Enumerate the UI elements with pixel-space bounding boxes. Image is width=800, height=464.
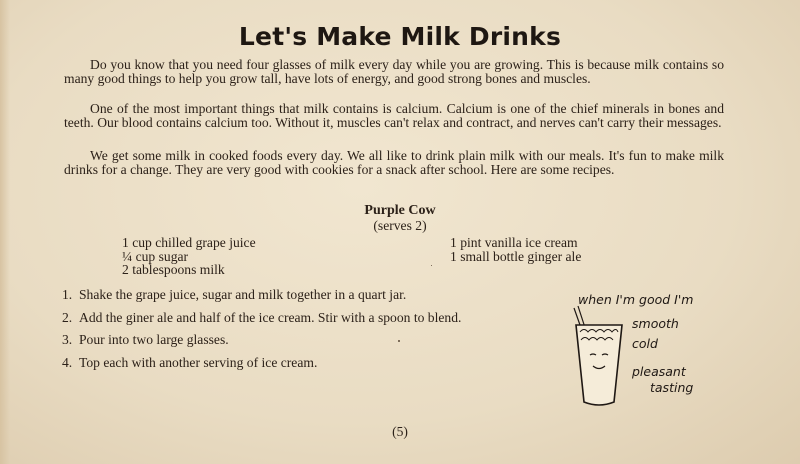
recipe-step xyxy=(62,356,562,370)
step-number: 1. xyxy=(62,287,73,302)
ingredients-left-column xyxy=(122,236,256,277)
intro-paragraph-3: We get some milk in cooked foods every day. We all like to drink plain milk with our meals. It's fun to make milk drinks for a change. They are very good with cookies for a snack after school. Here are some recipes. xyxy=(64,148,724,177)
recipe-step xyxy=(62,333,562,347)
page-number: (5) xyxy=(392,424,408,439)
step-number: 4. xyxy=(62,354,73,370)
caption-line: smooth xyxy=(632,316,679,331)
recipe-title: Purple Cow xyxy=(364,203,436,218)
step-text: Add the giner ale and half of the ice cream. Stir with a spoon to blend. xyxy=(79,309,462,325)
ingredient-item: 1 cup chilled grape juice xyxy=(122,235,256,250)
ingredient-item: 1 pint vanilla ice cream xyxy=(450,235,578,250)
caption-line: tasting xyxy=(650,380,694,395)
ingredient-item: 2 tablespoons milk xyxy=(122,262,225,277)
recipe-step xyxy=(62,288,562,302)
recipe-steps xyxy=(62,288,562,378)
milk-glass-illustration xyxy=(560,280,760,410)
step-text: Shake the grape juice, sugar and milk together in a quart jar. xyxy=(79,287,407,302)
intro-paragraph-2: One of the most important things that milk contains is calcium. Calcium is one of the chief minerals in bones and teeth. Our blood contains calcium too. Without it, muscles can't relax and contract, and nerves can't carry their messages. xyxy=(64,101,724,130)
page-title: Let's Make Milk Drinks xyxy=(238,22,562,51)
intro-paragraph-1: Do you know that you need four glasses of milk every day while you are growing. This is because milk contains so many good things to help you grow tall, have lots of energy, and good strong bones and muscles. xyxy=(64,57,724,86)
caption-line: cold xyxy=(632,336,658,351)
ingredient-item: 1 small bottle ginger ale xyxy=(450,248,582,264)
paper-speck xyxy=(398,340,400,342)
step-text: Pour into two large glasses. xyxy=(79,332,229,347)
caption-line: when I'm good I'm xyxy=(578,292,694,307)
step-number: 3. xyxy=(62,332,73,347)
glass-outline xyxy=(576,325,622,405)
recipe-step xyxy=(62,311,562,325)
paper-speck xyxy=(431,265,432,266)
step-text: Top each with another serving of ice cream. xyxy=(79,354,318,370)
caption-line: pleasant xyxy=(632,364,686,379)
step-number: 2. xyxy=(62,309,73,325)
ingredient-item: ¼ cup sugar xyxy=(122,248,189,264)
ingredients-right-column xyxy=(450,236,581,263)
recipe-serves: (serves 2) xyxy=(373,218,427,233)
